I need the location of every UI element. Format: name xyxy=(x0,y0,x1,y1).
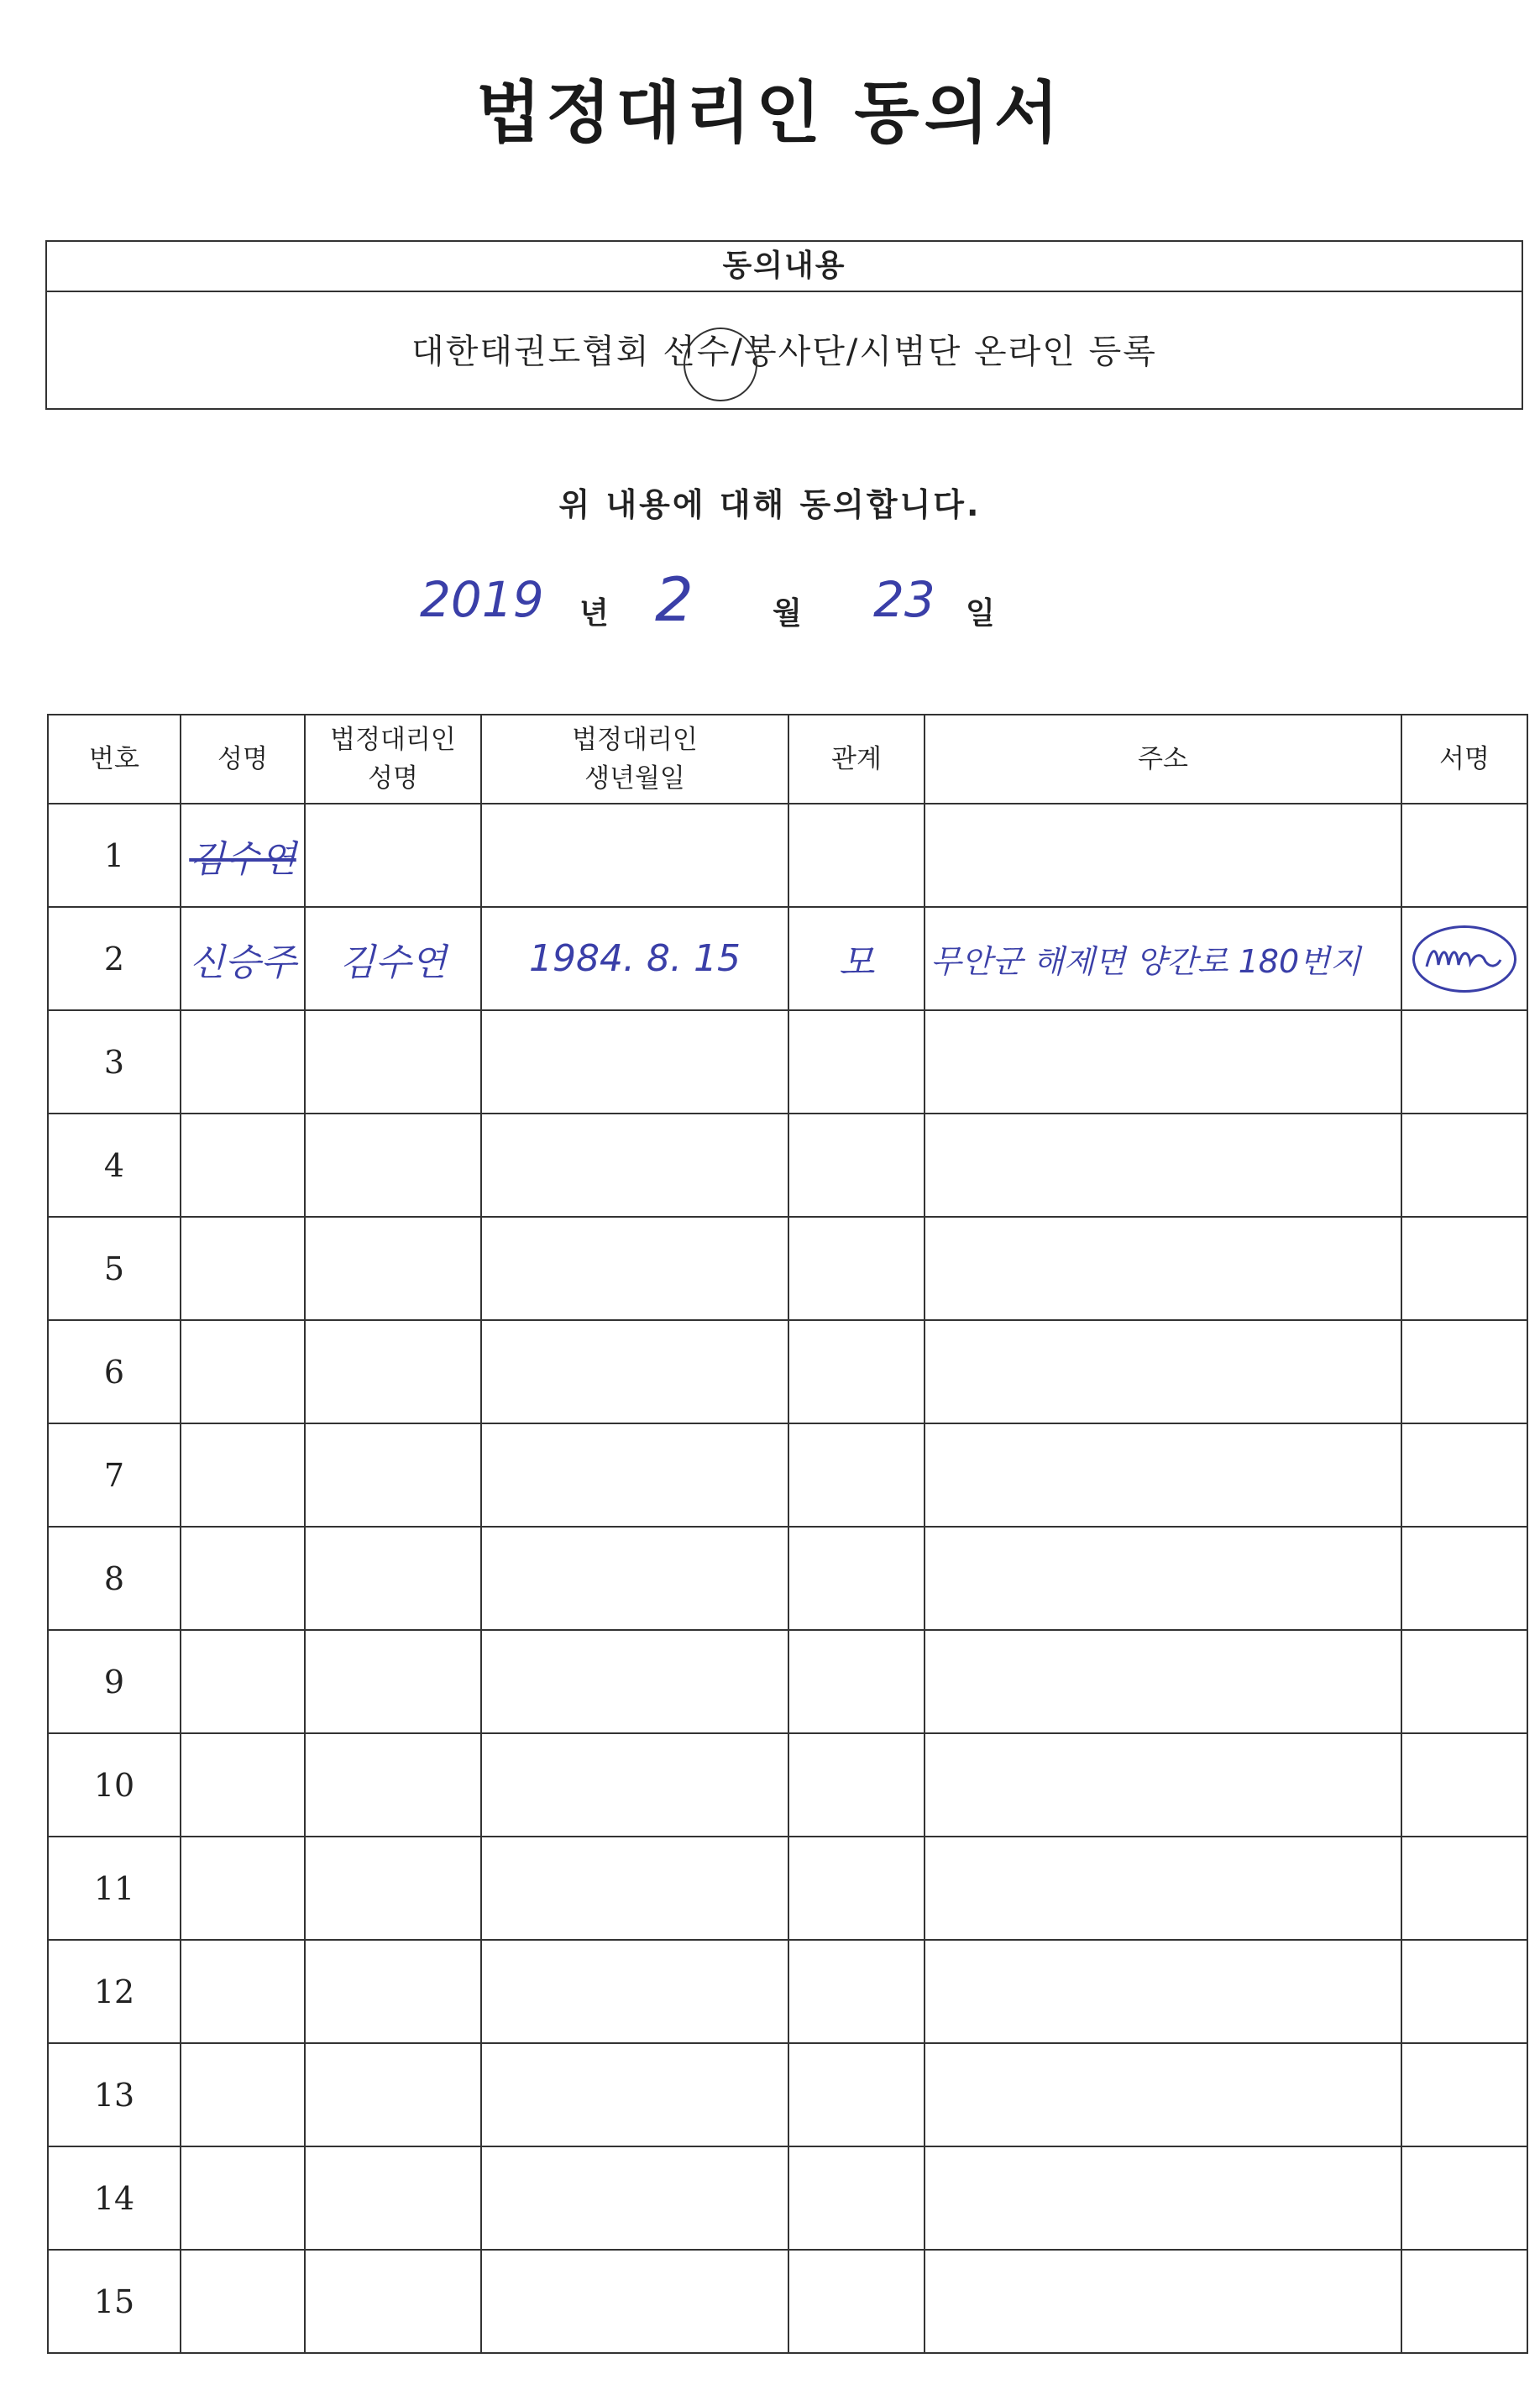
row-relation xyxy=(788,1733,925,1837)
row-name: 신승주 xyxy=(181,907,305,1010)
table-row xyxy=(48,1320,1527,1423)
header-name: 성명 xyxy=(181,715,305,804)
row-relation xyxy=(788,2043,925,2146)
table-row xyxy=(48,2146,1527,2250)
table-row xyxy=(48,1010,1527,1114)
row-signature xyxy=(1401,804,1527,907)
row-guardian-birth xyxy=(481,2146,788,2250)
header-no: 번호 xyxy=(48,715,181,804)
consent-text: 대한태권도협회 선수/봉사단/시범단 온라인 등록 xyxy=(411,333,1157,371)
consent-box xyxy=(45,240,1523,410)
row-address xyxy=(925,1114,1401,1217)
row-relation xyxy=(788,1940,925,2043)
row-number: 7 xyxy=(48,1423,181,1527)
row-number: 11 xyxy=(48,1837,181,1940)
row-number: 15 xyxy=(48,2250,181,2353)
row-guardian-birth xyxy=(481,1320,788,1423)
row-address xyxy=(925,1940,1401,2043)
row-number: 4 xyxy=(48,1114,181,1217)
row-name xyxy=(181,1527,305,1630)
table-row xyxy=(48,1217,1527,1320)
table-row xyxy=(48,1940,1527,2043)
consent-body xyxy=(47,292,1522,411)
row-relation xyxy=(788,2250,925,2353)
row-relation: 모 xyxy=(788,907,925,1010)
row-signature xyxy=(1401,2250,1527,2353)
row-name xyxy=(181,1940,305,2043)
row-address xyxy=(925,2043,1401,2146)
row-guardian-birth xyxy=(481,804,788,907)
row-number: 1 xyxy=(48,804,181,907)
row-address xyxy=(925,1423,1401,1527)
row-name xyxy=(181,1217,305,1320)
date-day-unit: 일 xyxy=(966,596,995,631)
row-guardian-birth xyxy=(481,1527,788,1630)
row-relation xyxy=(788,1527,925,1630)
row-name xyxy=(181,1837,305,1940)
row-guardian-birth xyxy=(481,1423,788,1527)
row-guardian-name xyxy=(305,1837,481,1940)
date-month-unit: 월 xyxy=(773,596,802,631)
table-row xyxy=(48,907,1527,1010)
row-number: 12 xyxy=(48,1940,181,2043)
row-signature xyxy=(1401,1423,1527,1527)
row-guardian-name xyxy=(305,1217,481,1320)
row-address xyxy=(925,804,1401,907)
row-guardian-birth xyxy=(481,1733,788,1837)
row-relation xyxy=(788,804,925,907)
row-number: 8 xyxy=(48,1527,181,1630)
row-number: 9 xyxy=(48,1630,181,1733)
row-signature xyxy=(1401,1733,1527,1837)
row-address xyxy=(925,1630,1401,1733)
row-address xyxy=(925,1837,1401,1940)
agreement-statement: 위 내용에 대해 동의합니다. xyxy=(558,486,982,523)
row-guardian-birth xyxy=(481,2043,788,2146)
header-relation: 관계 xyxy=(788,715,925,804)
table-row xyxy=(48,1114,1527,1217)
row-number: 13 xyxy=(48,2043,181,2146)
row-number: 5 xyxy=(48,1217,181,1320)
row-relation xyxy=(788,1630,925,1733)
row-guardian-name xyxy=(305,1630,481,1733)
row-address xyxy=(925,1217,1401,1320)
table-row xyxy=(48,804,1527,907)
row-guardian-name xyxy=(305,1940,481,2043)
row-signature xyxy=(1401,2146,1527,2250)
row-signature xyxy=(1401,1114,1527,1217)
date-year-unit: 년 xyxy=(579,596,609,631)
row-guardian-name xyxy=(305,1733,481,1837)
row-number: 10 xyxy=(48,1733,181,1837)
row-guardian-name xyxy=(305,1320,481,1423)
row-relation xyxy=(788,1010,925,1114)
row-guardian-name xyxy=(305,1527,481,1630)
row-number: 3 xyxy=(48,1010,181,1114)
table-row xyxy=(48,2250,1527,2353)
row-name xyxy=(181,1630,305,1733)
row-signature xyxy=(1401,2043,1527,2146)
row-guardian-name xyxy=(305,2043,481,2146)
row-guardian-birth xyxy=(481,1837,788,1940)
document-title: 법정대리인 동의서 xyxy=(475,74,1065,152)
row-address xyxy=(925,1733,1401,1837)
table-header-row xyxy=(48,715,1527,804)
table-row xyxy=(48,1837,1527,1940)
date-day: 23 xyxy=(873,571,935,628)
row-name xyxy=(181,2043,305,2146)
row-relation xyxy=(788,1114,925,1217)
row-signature xyxy=(1401,1320,1527,1423)
row-number: 6 xyxy=(48,1320,181,1423)
row-guardian-birth xyxy=(481,1630,788,1733)
date-line xyxy=(0,564,1540,647)
row-name xyxy=(181,1320,305,1423)
row-address xyxy=(925,1527,1401,1630)
row-number: 14 xyxy=(48,2146,181,2250)
row-signature xyxy=(1401,1217,1527,1320)
row-guardian-birth xyxy=(481,1940,788,2043)
row-guardian-birth xyxy=(481,1010,788,1114)
row-address xyxy=(925,1320,1401,1423)
row-relation xyxy=(788,1217,925,1320)
guardian-table xyxy=(47,714,1528,2354)
row-relation xyxy=(788,1423,925,1527)
table-row xyxy=(48,2043,1527,2146)
row-guardian-name xyxy=(305,2250,481,2353)
table-row xyxy=(48,1733,1527,1837)
consent-header: 동의내용 xyxy=(47,242,1522,292)
row-guardian-name xyxy=(305,1010,481,1114)
row-name: 김수연 xyxy=(181,804,305,907)
row-address xyxy=(925,1010,1401,1114)
header-signature: 서명 xyxy=(1401,715,1527,804)
row-relation xyxy=(788,1837,925,1940)
date-month: 2 xyxy=(655,564,694,635)
row-signature xyxy=(1401,1527,1527,1630)
row-signature xyxy=(1401,1940,1527,2043)
row-guardian-name xyxy=(305,1114,481,1217)
row-guardian-birth xyxy=(481,1114,788,1217)
row-guardian-name xyxy=(305,1423,481,1527)
row-name xyxy=(181,1733,305,1837)
row-guardian-name: 김수연 xyxy=(305,907,481,1010)
row-guardian-birth xyxy=(481,1217,788,1320)
header-guardian-name: 법정대리인 성명 xyxy=(305,715,481,804)
row-guardian-birth: 1984. 8. 15 xyxy=(481,907,788,1010)
row-name xyxy=(181,2146,305,2250)
row-address xyxy=(925,2146,1401,2250)
table-row xyxy=(48,1630,1527,1733)
header-address: 주소 xyxy=(925,715,1401,804)
row-relation xyxy=(788,1320,925,1423)
row-signature xyxy=(1401,1630,1527,1733)
row-name xyxy=(181,1114,305,1217)
row-guardian-name xyxy=(305,804,481,907)
row-signature xyxy=(1401,907,1527,1010)
table-row xyxy=(48,1527,1527,1630)
row-relation xyxy=(788,2146,925,2250)
hand-drawn-circle-mark xyxy=(684,328,757,401)
row-signature xyxy=(1401,1837,1527,1940)
date-year: 2019 xyxy=(420,571,544,628)
table-row xyxy=(48,1423,1527,1527)
row-address xyxy=(925,2250,1401,2353)
row-guardian-name xyxy=(305,2146,481,2250)
header-guardian-birth: 법정대리인 생년월일 xyxy=(481,715,788,804)
row-name xyxy=(181,1010,305,1114)
row-name xyxy=(181,2250,305,2353)
row-name xyxy=(181,1423,305,1527)
row-address: 무안군 해제면 양간로 180번지 xyxy=(925,907,1401,1010)
row-signature xyxy=(1401,1010,1527,1114)
row-guardian-birth xyxy=(481,2250,788,2353)
handwritten-signature xyxy=(1412,925,1516,993)
row-number: 2 xyxy=(48,907,181,1010)
